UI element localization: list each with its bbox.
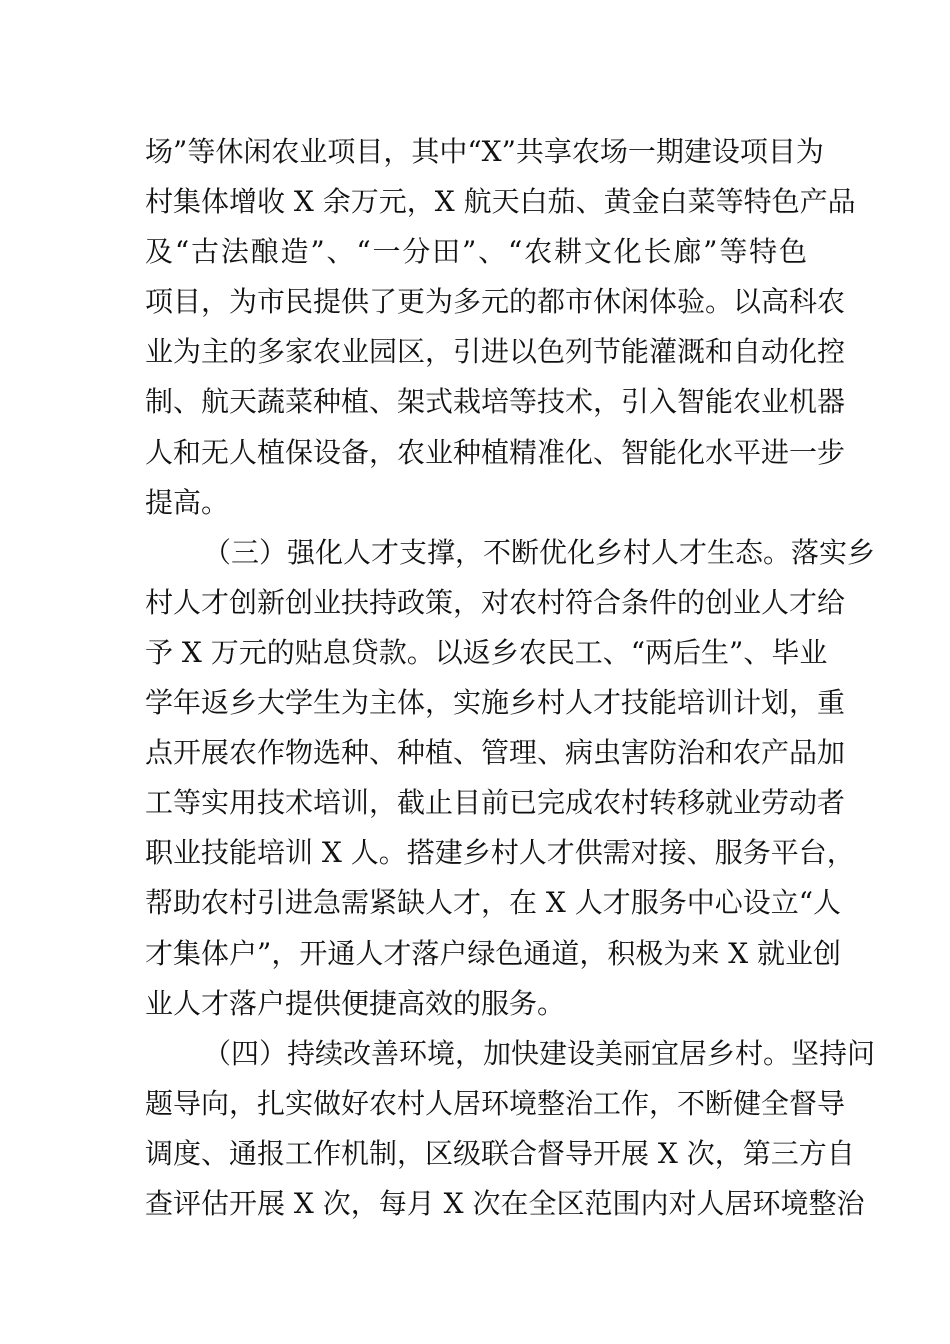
text-line: 予 X 万元的贴息贷款。以返乡农民工、“两后生”、毕业 xyxy=(145,635,828,669)
text-line: 工等实用技术培训，截止目前已完成农村转移就业劳动者 xyxy=(145,786,846,820)
text-line: 场”等休闲农业项目，其中“X”共享农场一期建设项目为 xyxy=(145,135,824,168)
text-line: 帮助农村引进急需紧缺人才，在 X 人才服务中心设立“人 xyxy=(145,886,842,920)
paragraph-section-3 xyxy=(145,528,876,1029)
text-line: 题导向，扎实做好农村人居环境整治工作，不断健全督导 xyxy=(145,1086,846,1120)
section-heading-line: （四）持续改善环境，加快建设美丽宜居乡村。坚持问 xyxy=(203,1036,876,1070)
text-line: 制、航天蔬菜种植、架式栽培等技术，引入智能农业机器 xyxy=(145,385,846,419)
text-line: 学年返乡大学生为主体，实施乡村人才技能培训计划，重 xyxy=(145,686,846,720)
text-line: 才集体户”，开通人才落户绿色通道，积极为来 X 就业创 xyxy=(145,936,842,970)
text-line: 业人才落户提供便捷高效的服务。 xyxy=(145,986,566,1020)
text-line: 点开展农作物选种、种植、管理、病虫害防治和农产品加 xyxy=(145,736,846,770)
paragraph-continuation xyxy=(145,127,856,528)
text-line: 项目，为市民提供了更为多元的都市休闲体验。以高科农 xyxy=(145,285,846,319)
paragraph-section-4 xyxy=(145,1029,876,1229)
text-line: 调度、通报工作机制，区级联合督导开展 X 次，第三方自 xyxy=(145,1136,855,1170)
text-line: 职业技能培训 X 人。搭建乡村人才供需对接、服务平台， xyxy=(145,836,855,870)
document-page xyxy=(145,127,876,1229)
text-line: 查评估开展 X 次，每月 X 次在全区范围内对人居环境整治 xyxy=(145,1186,865,1220)
section-heading-line: （三）强化人才支撑，不断优化乡村人才生态。落实乡 xyxy=(203,535,876,569)
text-line: 村集体增收 X 余万元，X 航天白茄、黄金白菜等特色产品 xyxy=(145,185,856,219)
text-line: 及“古法酿造”、“一分田”、“农耕文化长廊”等特色 xyxy=(145,235,807,269)
text-line: 村人才创新创业扶持政策，对农村符合条件的创业人才给 xyxy=(145,585,846,619)
text-line: 提高。 xyxy=(145,485,230,519)
text-line: 业为主的多家农业园区，引进以色列节能灌溉和自动化控 xyxy=(145,335,846,369)
text-line: 人和无人植保设备，农业种植精准化、智能化水平进一步 xyxy=(145,435,846,469)
